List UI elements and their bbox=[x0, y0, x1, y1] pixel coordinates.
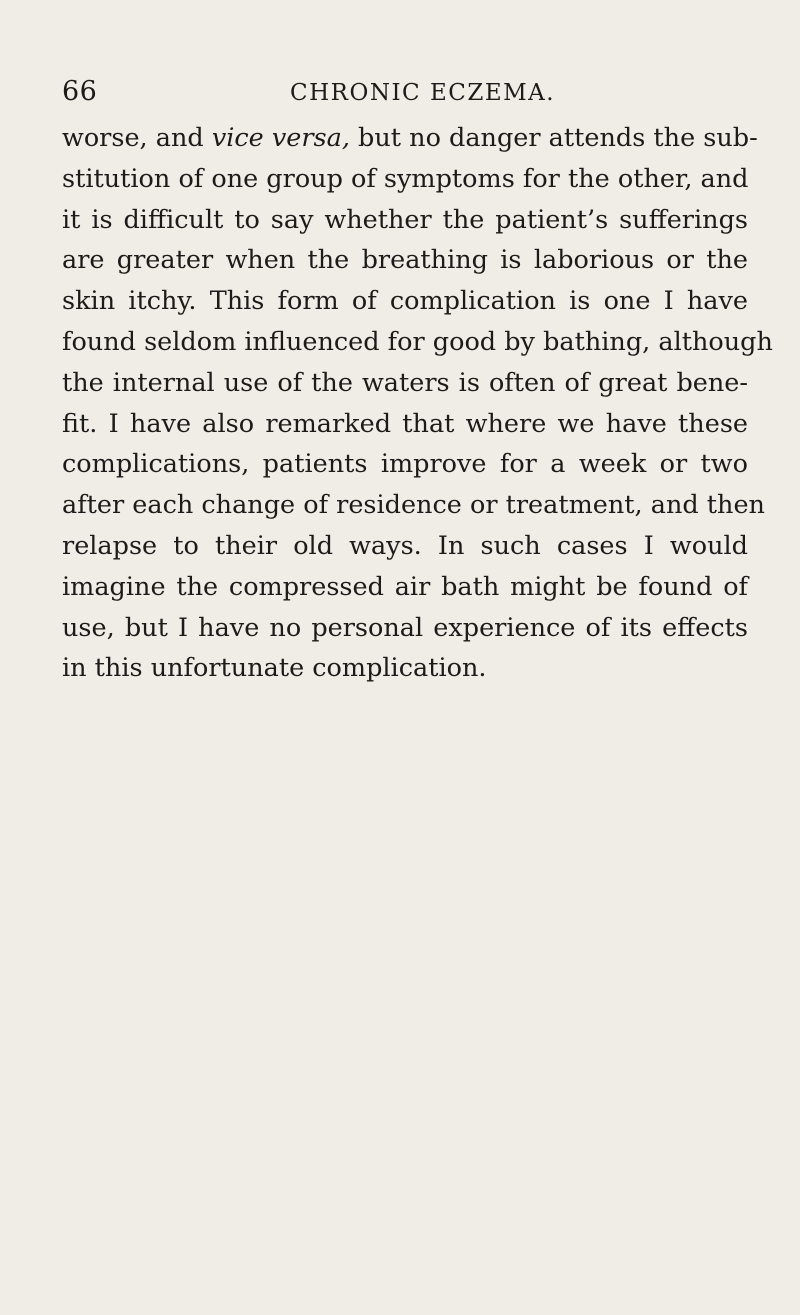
text-line: the internal use of the waters is often of great bene- bbox=[62, 367, 748, 398]
running-head: CHRONIC ECZEMA. bbox=[290, 80, 556, 106]
text-line: skin itchy. This form of complication is one I have bbox=[62, 286, 748, 317]
text-line: in this unfortunate complication. bbox=[62, 653, 487, 684]
text-line: imagine the compressed air bath might be found of bbox=[62, 571, 748, 602]
text-segment: worse, and bbox=[62, 123, 212, 153]
text-line: stitution of one group of symptoms for the other, and bbox=[62, 163, 749, 194]
text-line bbox=[62, 118, 758, 159]
body-paragraph bbox=[62, 118, 773, 689]
text-line: found seldom influenced for good by bathing, although bbox=[62, 326, 773, 357]
text-line: use, but I have no personal experience of its effects bbox=[62, 612, 748, 643]
page-number: 66 bbox=[62, 76, 98, 107]
text-line: after each change of residence or treatment, and then bbox=[62, 490, 765, 521]
text-line: are greater when the breathing is laborious or the bbox=[62, 245, 748, 276]
text-segment: but no danger attends the sub- bbox=[349, 123, 758, 153]
text-line: fit. I have also remarked that where we have these bbox=[62, 408, 748, 439]
text-line: relapse to their old ways. In such cases I would bbox=[62, 530, 748, 561]
text-line: it is difficult to say whether the patient’s sufferings bbox=[62, 204, 748, 235]
text-line: complications, patients improve for a week or two bbox=[62, 449, 748, 480]
italic-phrase: vice versa, bbox=[211, 123, 350, 153]
